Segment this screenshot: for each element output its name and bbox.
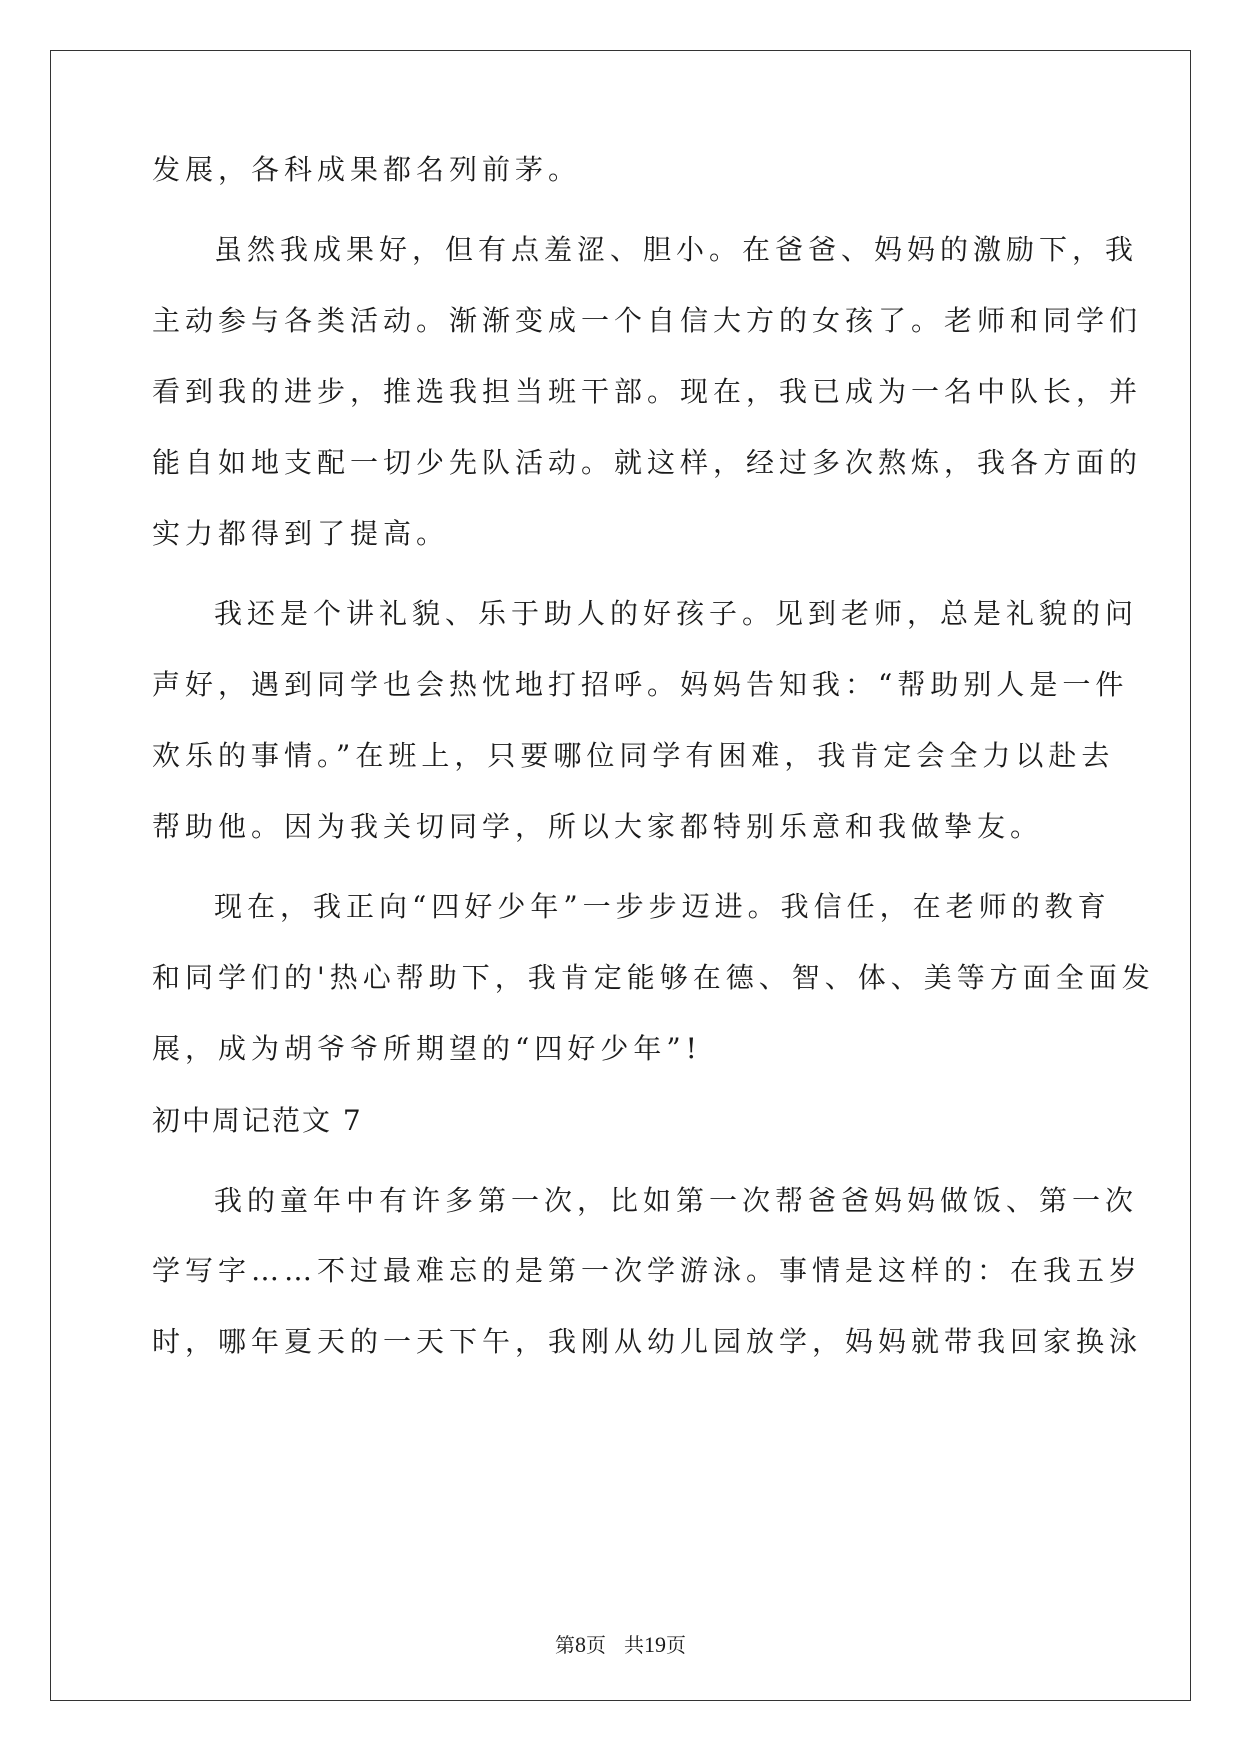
text-line: 看到我的进步，推选我担当班干部。现在，我已成为一名中队长，并 xyxy=(152,375,1143,408)
page-border xyxy=(50,50,1191,1701)
text-line: 和同学们的'热心帮助下，我肯定能够在德、智、体、美等方面全面发 xyxy=(152,961,1155,994)
text-line: 帮助他。因为我关切同学，所以大家都特别乐意和我做挚友。 xyxy=(152,810,1044,843)
total-pages: 19 xyxy=(644,1632,666,1657)
page-number: 8 xyxy=(575,1632,586,1657)
page-footer xyxy=(0,1632,1241,1658)
paragraph-start-line: 现在，我正向“四好少年”一步步迈进。我信任，在老师的教育 xyxy=(214,890,1111,923)
text-line: 实力都得到了提高。 xyxy=(152,517,450,550)
total-suffix: 页 xyxy=(666,1633,686,1657)
text-line: 展，成为胡爷爷所期望的“四好少年”! xyxy=(152,1032,702,1065)
text-line: 时，哪年夏天的一天下午，我刚从幼儿园放学，妈妈就带我回家换泳 xyxy=(152,1325,1143,1358)
page-prefix: 第 xyxy=(555,1633,575,1657)
paragraph-start-line: 我的童年中有许多第一次，比如第一次帮爸爸妈妈做饭、第一次 xyxy=(214,1184,1139,1217)
text-line: 声好，遇到同学也会热忱地打招呼。妈妈告知我：“帮助别人是一件 xyxy=(152,668,1129,701)
paragraph-start-line: 我还是个讲礼貌、乐于助人的好孩子。见到老师，总是礼貌的问 xyxy=(214,597,1139,630)
text-line: 能自如地支配一切少先队活动。就这样，经过多次熬炼，我各方面的 xyxy=(152,446,1143,479)
page-suffix: 页 xyxy=(586,1633,606,1657)
total-prefix: 共 xyxy=(624,1633,644,1657)
text-line: 欢乐的事情。”在班上，只要哪位同学有困难，我肯定会全力以赴去 xyxy=(152,739,1115,772)
text-line: 学写字……不过最难忘的是第一次学游泳。事情是这样的：在我五岁 xyxy=(152,1254,1143,1287)
text-line: 发展，各科成果都名列前茅。 xyxy=(152,153,582,186)
text-line: 主动参与各类活动。渐渐变成一个自信大方的女孩了。老师和同学们 xyxy=(152,304,1143,337)
section-heading: 初中周记范文 7 xyxy=(152,1104,363,1137)
paragraph-start-line: 虽然我成果好，但有点羞涩、胆小。在爸爸、妈妈的激励下，我 xyxy=(214,233,1139,266)
